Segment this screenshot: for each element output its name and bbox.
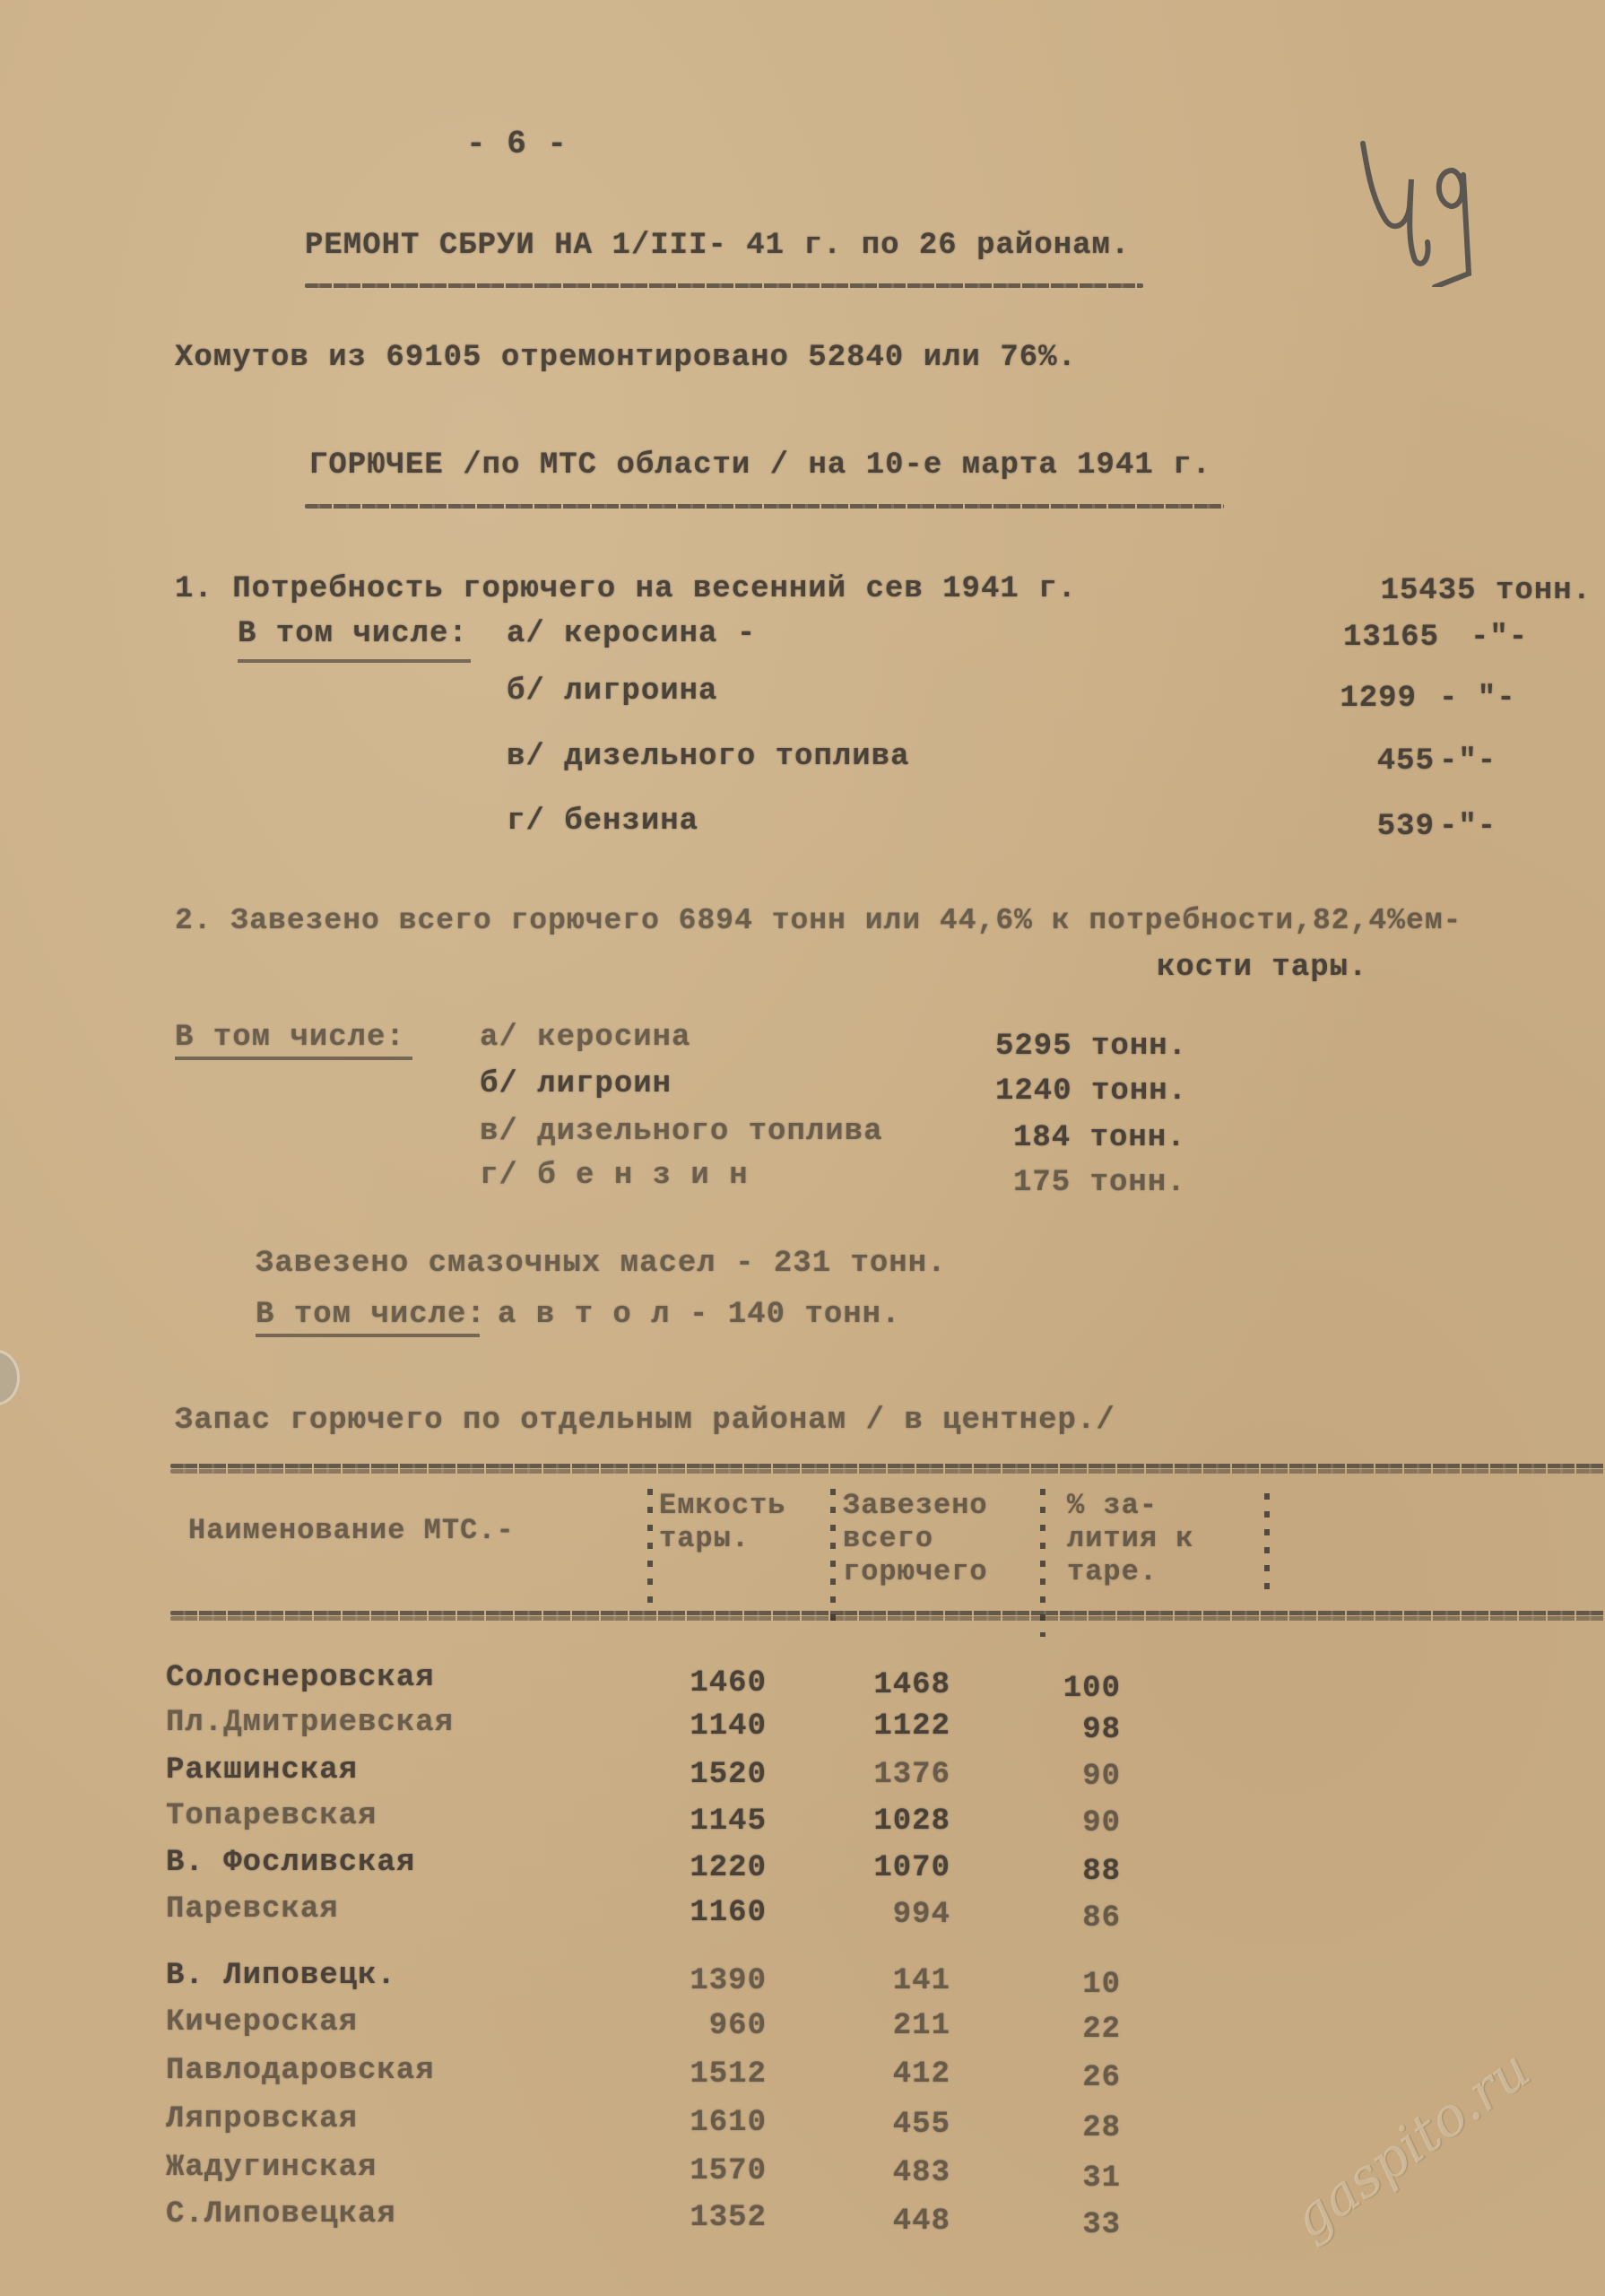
- fuel-delivered-line2: кости тары.: [1157, 951, 1368, 985]
- table-caption: Запас горючего по отдельным районам / в центнер./: [175, 1404, 1115, 1438]
- lubricants-line: Завезено смазочных масел - 231 тонн.: [256, 1247, 947, 1281]
- table-top-rule-double: [170, 1469, 1605, 1474]
- need-item-unit: -"-: [1439, 744, 1497, 778]
- row-delivered: 448: [892, 2205, 950, 2239]
- fuel-need-total: 15435 тонн.: [1380, 574, 1592, 608]
- row-delivered: 483: [892, 2156, 950, 2190]
- row-percent: 88: [1082, 1855, 1121, 1889]
- header-delivered-line: всего: [843, 1522, 934, 1555]
- page-number: - 6 -: [466, 126, 568, 162]
- row-percent: 86: [1082, 1901, 1121, 1935]
- row-delivered: 1468: [873, 1668, 950, 1702]
- row-name: Ляпровская: [166, 2102, 359, 2136]
- row-delivered: 1122: [873, 1709, 950, 1744]
- row-capacity: 1610: [690, 2106, 767, 2140]
- need-item-value: 455: [1376, 744, 1435, 778]
- delivered-item-value: 184 тонн.: [1013, 1121, 1186, 1155]
- table-header-bottom-rule-double: [170, 1616, 1605, 1621]
- row-capacity: 1352: [690, 2201, 767, 2235]
- need-item-label: в/ дизельного топлива: [507, 740, 910, 774]
- row-capacity: 960: [708, 2009, 767, 2043]
- row-name: Солоснеровская: [166, 1661, 435, 1695]
- row-delivered: 412: [892, 2057, 950, 2092]
- watermark: gaspito.ru: [1280, 2038, 1542, 2251]
- delivered-item-value: 175 тонн.: [1013, 1166, 1186, 1200]
- row-name: Жадугинская: [166, 2151, 377, 2185]
- fuel-need-label: 1. Потребность горючего на весенний сев 1941 г.: [175, 572, 1077, 606]
- row-name: В. Липовецк.: [166, 1959, 396, 1993]
- header-capacity-line: тары.: [659, 1522, 750, 1555]
- row-percent: 90: [1082, 1760, 1121, 1794]
- row-percent: 26: [1082, 2061, 1121, 2095]
- row-delivered: 455: [892, 2108, 950, 2142]
- lubricants-including-label: В том числе:: [256, 1298, 486, 1332]
- row-name: Топаревская: [166, 1799, 377, 1833]
- row-capacity: 1512: [690, 2057, 767, 2092]
- repair-title: РЕМОНТ СБРУИ НА 1/III- 41 г. по 26 районам.: [305, 229, 1131, 263]
- need-item-label: г/ бензина: [507, 804, 699, 839]
- header-delivered-line: горючего: [843, 1555, 988, 1588]
- need-item-label: а/ керосина -: [507, 617, 757, 651]
- fuel-delivered-including-label: В том числе:: [175, 1021, 405, 1055]
- including-underline: [256, 1334, 480, 1337]
- header-percent-line: % за-: [1067, 1489, 1158, 1522]
- row-delivered: 211: [892, 2009, 950, 2043]
- row-capacity: 1160: [690, 1896, 767, 1930]
- table-top-rule: [170, 1464, 1605, 1468]
- row-capacity: 1145: [690, 1805, 767, 1839]
- row-percent: 98: [1082, 1713, 1121, 1747]
- table-header-bottom-rule: [170, 1611, 1605, 1615]
- row-capacity: 1390: [690, 1964, 767, 1998]
- column-divider: [1264, 1493, 1270, 1601]
- row-name: Павлодаровская: [166, 2054, 435, 2088]
- row-percent: 22: [1082, 2013, 1121, 2047]
- row-percent: 31: [1082, 2161, 1121, 2196]
- need-item-value: 13165: [1342, 621, 1439, 655]
- header-capacity-line: Емкость: [659, 1489, 786, 1522]
- header-percent-line: лития к: [1067, 1522, 1194, 1555]
- lubricants-detail: а в т о л - 140 тонн.: [498, 1298, 901, 1332]
- header-name: Наименование МТС.-: [188, 1514, 515, 1547]
- row-capacity: 1140: [690, 1709, 767, 1744]
- row-delivered: 1028: [873, 1805, 950, 1839]
- hole-punch-mark: [0, 1350, 20, 1405]
- including-underline: [175, 1057, 412, 1060]
- delivered-item-label: б/ лигроин: [480, 1067, 672, 1101]
- row-delivered: 1376: [873, 1758, 950, 1792]
- row-percent: 100: [1063, 1672, 1121, 1706]
- column-divider: [830, 1489, 836, 1628]
- row-delivered: 141: [892, 1964, 950, 1998]
- row-percent: 10: [1082, 1968, 1121, 2002]
- delivered-item-label: в/ дизельного топлива: [480, 1115, 883, 1149]
- header-delivered-line: Завезено: [843, 1489, 988, 1522]
- need-item-value: 539: [1376, 810, 1435, 844]
- handwritten-sheet-number: [1345, 135, 1488, 287]
- delivered-item-value: 1240 тонн.: [995, 1074, 1188, 1109]
- row-percent: 33: [1082, 2208, 1121, 2242]
- row-name: Кичероская: [166, 2005, 359, 2039]
- row-percent: 90: [1082, 1806, 1121, 1840]
- column-divider: [1040, 1489, 1045, 1637]
- row-delivered: 1070: [873, 1851, 950, 1885]
- need-item-unit: -"-: [1439, 810, 1497, 844]
- header-percent-line: таре.: [1067, 1555, 1158, 1588]
- fuel-title-underline: [305, 504, 1224, 509]
- row-capacity: 1520: [690, 1758, 767, 1792]
- delivered-item-value: 5295 тонн.: [995, 1030, 1188, 1064]
- need-item-unit: -"-: [1471, 621, 1529, 655]
- row-capacity: 1460: [690, 1666, 767, 1700]
- row-capacity: 1570: [690, 2154, 767, 2188]
- column-divider: [647, 1489, 653, 1614]
- row-name: Пл.Дмитриевская: [166, 1706, 455, 1740]
- including-underline: [238, 659, 471, 663]
- need-item-value: 1299: [1340, 682, 1417, 716]
- row-delivered: 994: [892, 1898, 950, 1932]
- repair-title-underline: [305, 283, 1143, 288]
- row-name: Ракшинская: [166, 1753, 359, 1787]
- need-item-label: б/ лигроина: [507, 674, 718, 709]
- row-name: С.Липовецкая: [166, 2197, 396, 2231]
- fuel-need-including-label: В том числе:: [238, 617, 468, 651]
- delivered-item-label: г/ б е н з и н: [480, 1159, 749, 1193]
- fuel-title: ГОРЮЧЕЕ /по МТС области / на 10-е марта 1941 г.: [309, 448, 1211, 483]
- delivered-item-label: а/ керосина: [480, 1021, 691, 1055]
- repair-summary: Хомутов из 69105 отремонтировано 52840 или 76%.: [175, 341, 1077, 375]
- row-percent: 28: [1082, 2111, 1121, 2145]
- fuel-delivered-line1: 2. Завезено всего горючего 6894 тонн или 44,6% к потребности,82,4%ем-: [175, 904, 1462, 937]
- row-name: В. Фосливская: [166, 1846, 416, 1880]
- row-capacity: 1220: [690, 1851, 767, 1885]
- need-item-unit: - "-: [1439, 682, 1516, 716]
- row-name: Паревская: [166, 1892, 339, 1926]
